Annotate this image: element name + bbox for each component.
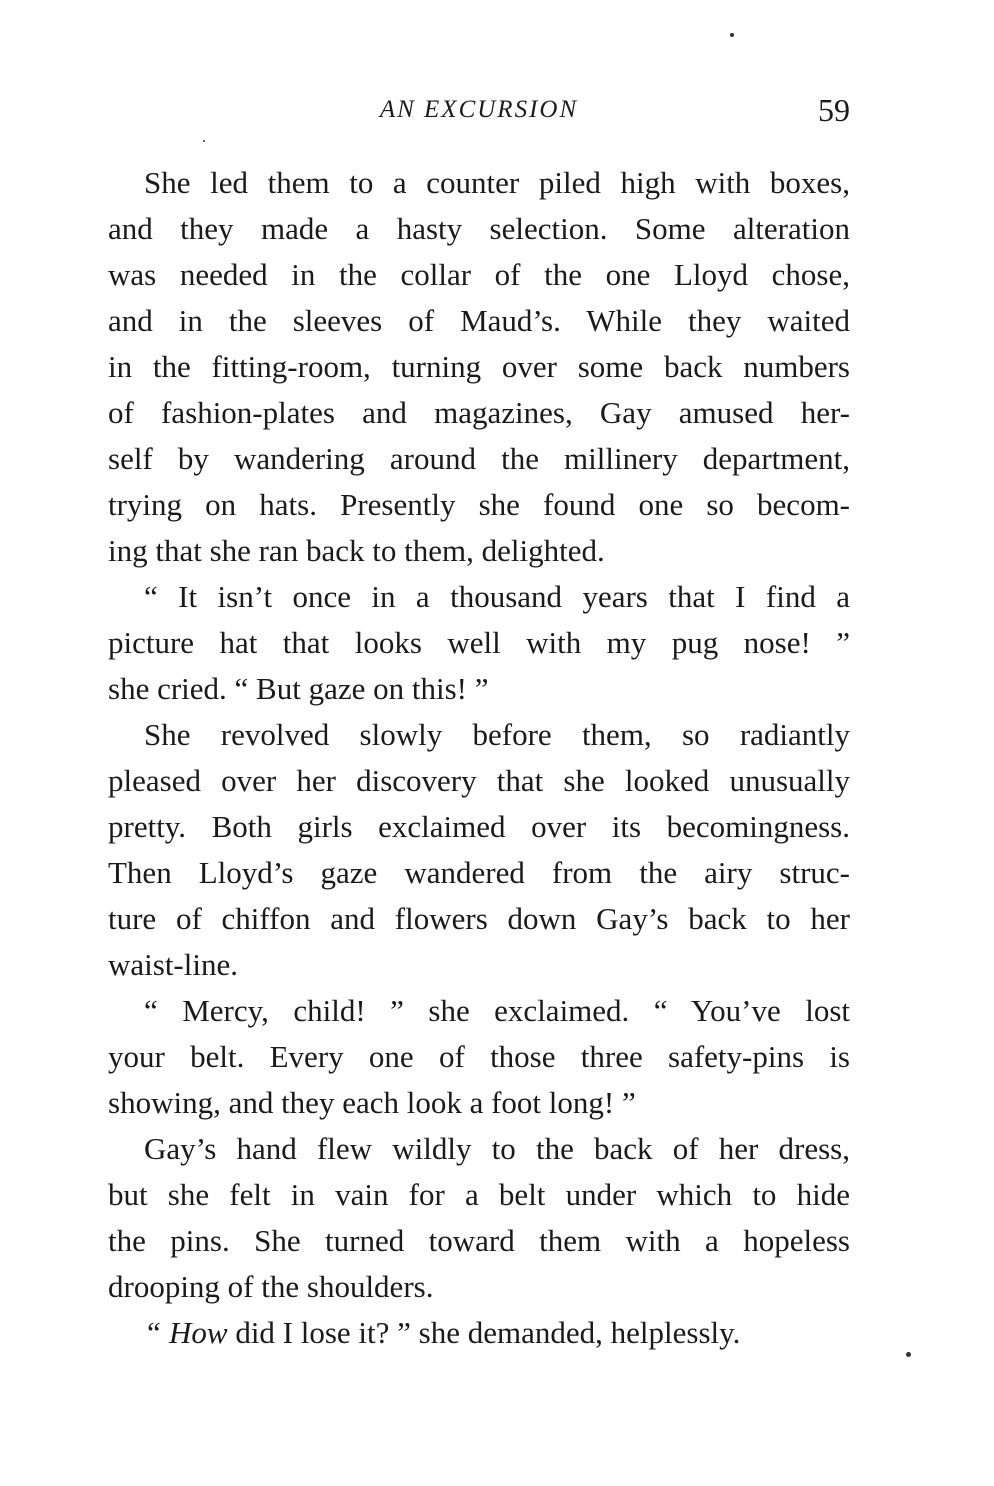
scan-speck (203, 140, 205, 142)
text-line: of fashion-plates and magazines, Gay amused her- (108, 395, 850, 430)
text-line: drooping of the shoulders. (108, 1269, 434, 1304)
text-line: pleased over her discovery that she looked unusually (108, 763, 850, 798)
text-line: ing that she ran back to them, delighted. (108, 533, 605, 568)
text-line: Gay’s hand flew wildly to the back of her dress, (144, 1131, 850, 1166)
text-line: self by wandering around the millinery department, (108, 441, 850, 476)
text-line: picture hat that looks well with my pug nose! ” (108, 625, 850, 660)
running-head (108, 92, 850, 136)
paragraph-3 (108, 712, 850, 988)
paragraph-4 (108, 988, 850, 1126)
paragraph-5 (108, 1126, 850, 1310)
page-number: 59 (818, 92, 850, 128)
running-title: AN EXCURSION (379, 96, 579, 123)
scan-speck (730, 33, 734, 37)
text-line: pretty. Both girls exclaimed over its becomingness. (108, 809, 850, 844)
body-text (108, 160, 850, 1356)
text-line: the pins. She turned toward them with a hopeless (108, 1223, 850, 1258)
text-line: waist-line. (108, 947, 238, 982)
text-line: was needed in the collar of the one Lloyd chose, (108, 257, 850, 292)
text-line: your belt. Every one of those three safety-pins is (108, 1039, 850, 1074)
text-line: in the fitting-room, turning over some back numbers (108, 349, 850, 384)
paragraph-1 (108, 160, 850, 574)
text-line: and they made a hasty selection. Some alteration (108, 211, 850, 246)
text-line: ture of chiffon and flowers down Gay’s back to her (108, 901, 850, 936)
text-line: She led them to a counter piled high with boxes, (144, 165, 850, 200)
paragraph-6 (108, 1310, 850, 1356)
text-line: and in the sleeves of Maud’s. While they waited (108, 303, 850, 338)
text-line (108, 1310, 850, 1356)
text-line: showing, and they each look a foot long! ” (108, 1085, 636, 1120)
text-line: she cried. “ But gaze on this! ” (108, 671, 489, 706)
italic-emphasis: “ How (144, 1315, 228, 1350)
text-line-rest: did I lose it? ” she demanded, helplessly. (235, 1315, 741, 1350)
text-line: She revolved slowly before them, so radiantly (144, 717, 850, 752)
text-line: “ Mercy, child! ” she exclaimed. “ You’ve lost (144, 993, 850, 1028)
paragraph-2 (108, 574, 850, 712)
text-line: but she felt in vain for a belt under which to hide (108, 1177, 850, 1212)
scan-speck (906, 1352, 911, 1357)
text-line: Then Lloyd’s gaze wandered from the airy struc- (108, 855, 850, 890)
text-line: “ It isn’t once in a thousand years that I find a (144, 579, 850, 614)
text-line: trying on hats. Presently she found one so becom- (108, 487, 850, 522)
